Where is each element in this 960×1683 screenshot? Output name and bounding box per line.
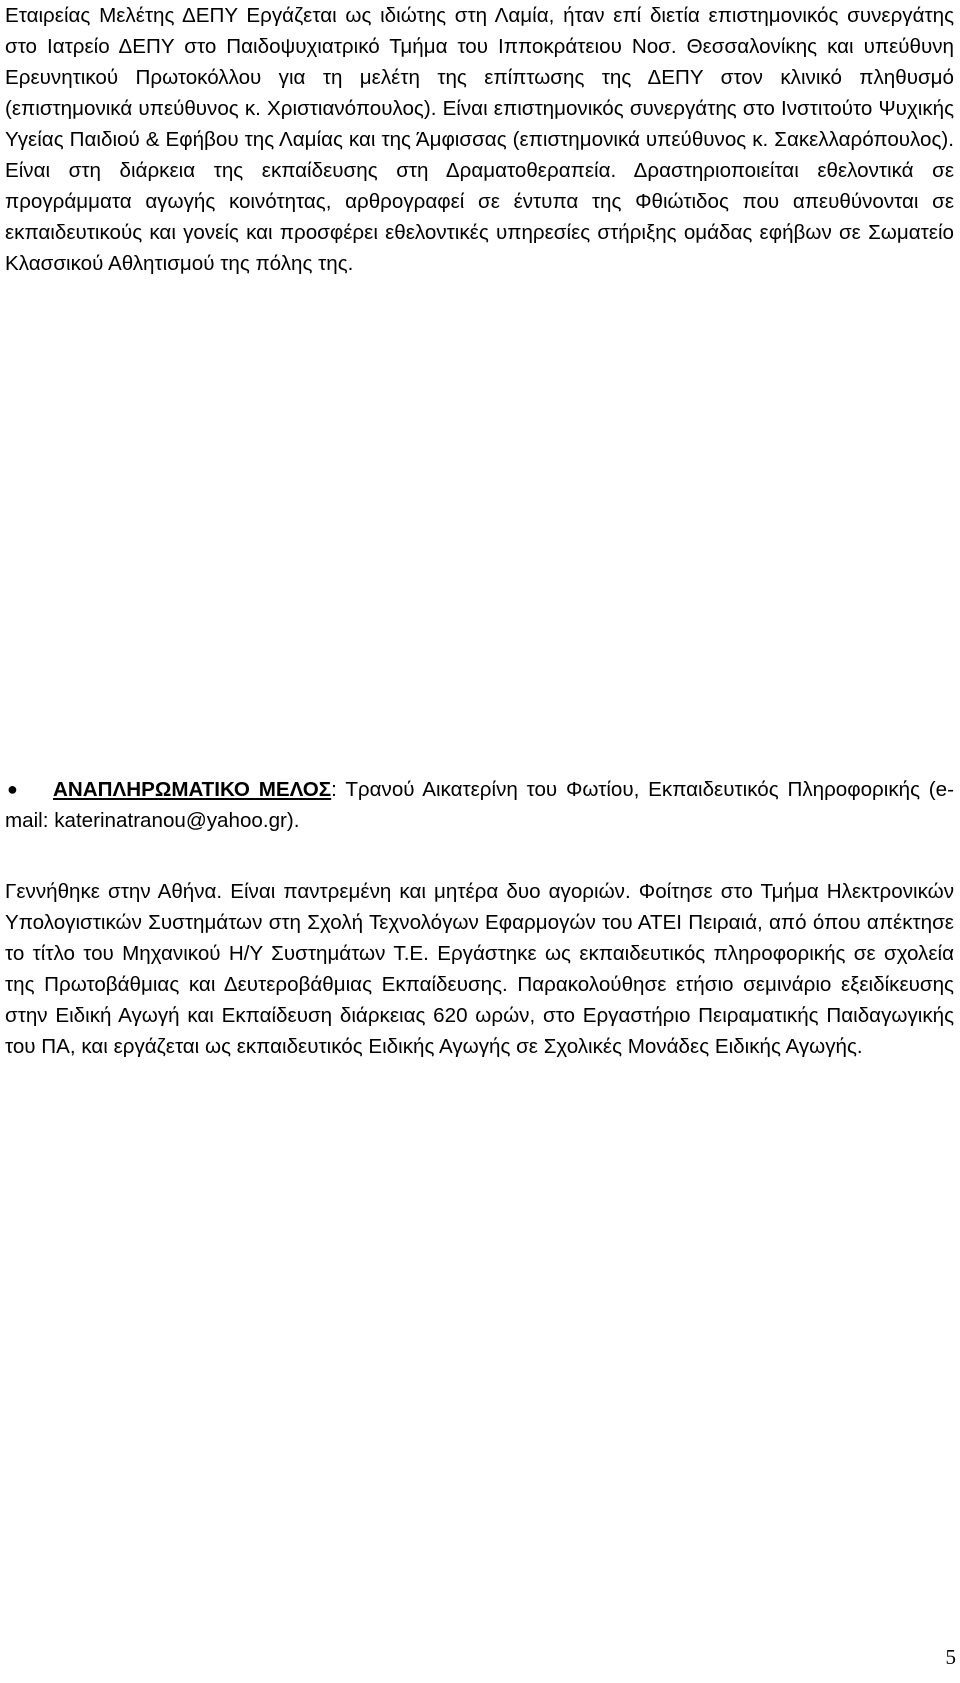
alternate-member-heading: ΑΝΑΠΛΗΡΩΜΑΤΙΚΟ ΜΕΛΟΣ: [53, 778, 332, 801]
alternate-member-intro: : Τρανού Αικατερίνη του Φωτίου, Εκπαιδευτικός Πληροφορικής (e-mail: katerinatranou@yahoo.gr).: [5, 778, 954, 832]
biography-paragraph-continued: Εταιρείας Μελέτης ΔΕΠΥ Εργάζεται ως ιδιώτης στη Λαμία, ήταν επί διετία επιστημονικός συνεργάτης στο Ιατρείο ΔΕΠΥ στο Παιδοψυχιατρικό Τμήμα του Ιπποκράτειου Νοσ. Θεσσαλονίκης και υπεύθυνη Ερευνητικού Πρωτοκόλλου για τη μελέτη της επίπτωσης της ΔΕΠΥ στον κλινικό πληθυσμό (επιστημονικά υπεύθυνος κ. Χριστιανόπουλος). Είναι επιστημονικός συνεργάτης στο Ινστιτούτο Ψυχικής Υγείας Παιδιού & Εφήβου της Λαμίας και της Άμφισσας (επιστημονικά υπεύθυνος κ. Σακελλαρόπουλος). Είναι στη διάρκεια της εκπαίδευσης στη Δραματοθεραπεία. Δραστηριοποιείται εθελοντικά σε προγράμματα αγωγής κοινότητας, αρθρογραφεί σε έντυπα της Φθιώτιδος που απευθύνονται σε εκπαιδευτικούς και γονείς και προσφέρει εθελοντικές υπηρεσίες στήριξης ομάδας εφήβων σε Σωματείο Κλασσικού Αθλητισμού της πόλης της.: [5, 4, 954, 275]
alternate-member-biography: Γεννήθηκε στην Αθήνα. Είναι παντρεμένη και μητέρα δυο αγοριών. Φοίτησε στο Τμήμα Ηλεκτρονικών Υπολογιστικών Συστημάτων στη Σχολή Τεχνολόγων Εφαρμογών του ΑΤΕΙ Πειραιά, από όπου απέκτησε το τίτλο του Μηχανικού Η/Υ Συστημάτων Τ.Ε. Εργάστηκε ως εκπαιδευτικός πληροφορικής σε σχολεία της Πρωτοβάθμιας και Δευτεροβάθμιας Εκπαίδευσης. Παρακολούθησε ετήσιο σεμινάριο εξειδίκευσης στην Ειδική Αγωγή και Εκπαίδευση διάρκειας 620 ωρών, στο Εργαστήριο Πειραματικής Παιδαγωγικής του ΠΑ, και εργάζεται ως εκπαιδευτικός Ειδικής Αγωγής σε Σχολικές Μονάδες Ειδικής Αγωγής.: [5, 880, 954, 1058]
page-number: 5: [945, 1645, 956, 1669]
alternate-member-entry: [5, 774, 954, 836]
alternate-member-text: [5, 774, 954, 836]
bullet-icon: ●: [7, 779, 18, 799]
